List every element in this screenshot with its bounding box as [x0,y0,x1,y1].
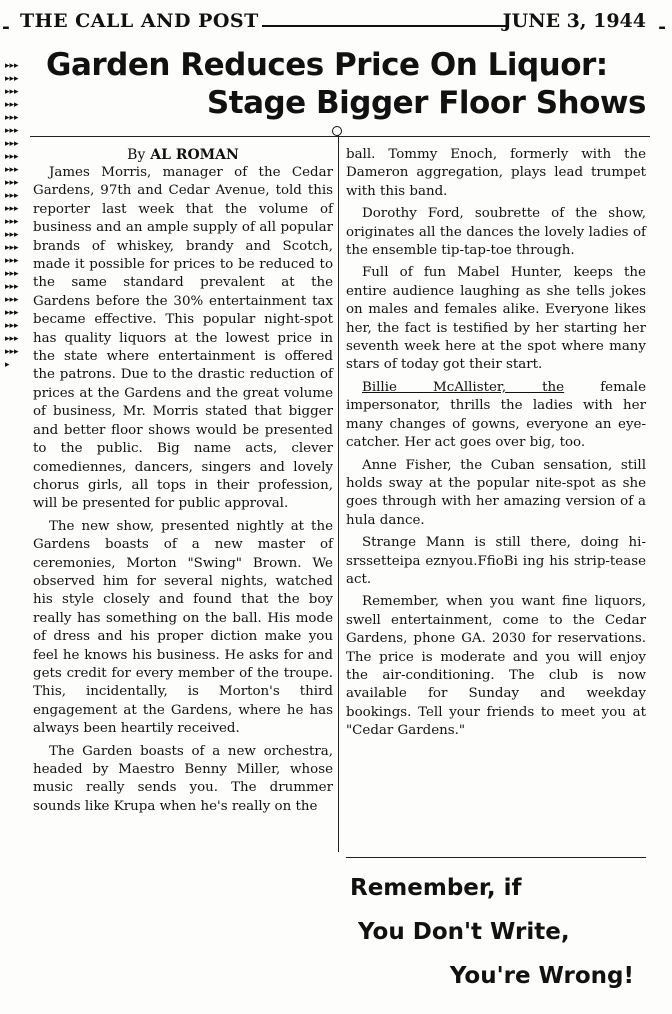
article-paragraph: The Garden boasts of a new orchestra, headed by Maestro Benny Miller, whose music really sends you. The drummer sounds like Krupa when he's really on the [33,743,333,814]
byline-author: AL ROMAN [150,147,239,163]
article-paragraph: Anne Fisher, the Cuban sensation, still holds sway at the popular nite-spot as she goes through with her amazing version of a hula dance. [346,457,646,528]
headline-line-1: Garden Reduces Price On Liquor: [46,47,608,83]
article-paragraph: The new show, presented nightly at the Gardens boasts of a new master of ceremonies, Morton "Swing" Brown. We observed him for several nights, watched his style closely and found that the boy really has something on the ball. His mode of dress and his proper diction make you feel he knows his business. He asks for and gets credit for every member of the troupe. This, incidentally, is Morton's third engagement at the Gardens, where he has always been heartily received. [33,518,333,737]
article-paragraph: Remember, when you want fine liquors, swell entertainment, come to the Cedar Gardens, phone GA. 2030 for reservations. The price is moderate and you will enjoy the air-conditioning. The club is now available for Sunday and weekday bookings. Tell your friends to meet you at "Cedar Gardens." [346,594,646,739]
byline [33,146,333,164]
slogan-box [346,866,646,998]
slogan-line-3: You're Wrong! [449,963,634,989]
billie-name: Billie McAllister, the [362,379,565,395]
article-paragraph: Strange Mann is still there, doing hi-srssetteipa eznyou.FfioBi ing his strip-tease act. [346,535,646,587]
slogan-rule [346,857,646,858]
billie-text: female impersonator, thrills the ladies with her many changes of gowns, everyone an eye-catcher. Her act goes over big, too. [346,379,646,451]
column-divider [338,132,339,852]
headline [30,46,650,122]
border-arrow-ornaments: ▸▸▸▸▸▸▸▸▸▸▸▸▸▸▸▸▸▸▸▸▸▸▸▸▸▸▸▸▸▸▸▸▸▸▸▸▸▸▸▸▸▸▸▸▸▸▸▸▸▸▸▸▸▸▸▸▸▸▸▸▸▸▸▸▸▸▸▸▸▸ [5,61,19,370]
byline-prefix: By [127,147,146,163]
article-paragraph: James Morris, manager of the Cedar Gardens, 97th and Cedar Avenue, told this reporter last week that the volume of business and an ample supply of all popular brands of whiskey, brandy and Scotch, made it possible for prices to be reduced to the same standard prevalent at the Gardens before the 30% entertainment tax became effective. This popular night-spot has quality liquors at the lowest price in the state where entertainment is offered the patrons. Due to the drastic reduction of prices at the Gardens and the great volume of business, Mr. Morris stated that bigger and better floor shows would be presented to the public. Big name acts, clever comediennes, dancers, singers and lovely chorus girls, all tops in their profession, will be presented for public approval. [33,165,333,512]
article-column-left [33,146,333,816]
article-paragraph: Full of fun Mabel Hunter, keeps the entire audience laughing as she tells jokes on males and females alike. Everyone likes her, the fact is testified by her starting her seventh week here at the spot where many stars of today got their start. [346,265,646,373]
issue-date: JUNE 3, 1944 [502,10,646,32]
article-paragraph: ball. Tommy Enoch, formerly with the Dameron aggregation, plays lead trumpet with this band. [346,147,646,199]
column-divider-ornament [332,126,342,136]
headline-line-2: Stage Bigger Floor Shows [206,85,646,121]
slogan-line-2: You Don't Write, [358,919,570,945]
slogan-line-1: Remember, if [350,875,522,901]
article-paragraph [346,379,646,453]
masthead-dash-left: - [2,16,10,38]
masthead-rule [262,25,506,27]
masthead [0,8,672,42]
paper-name: THE CALL AND POST [20,10,259,32]
article-paragraph: Dorothy Ford, soubrette of the show, originates all the dances the lovely ladies of the ensemble tip-tap-toe through. [346,206,646,259]
masthead-dash-right: - [658,16,666,38]
headline-rule [30,136,650,137]
article-column-right [346,146,646,741]
